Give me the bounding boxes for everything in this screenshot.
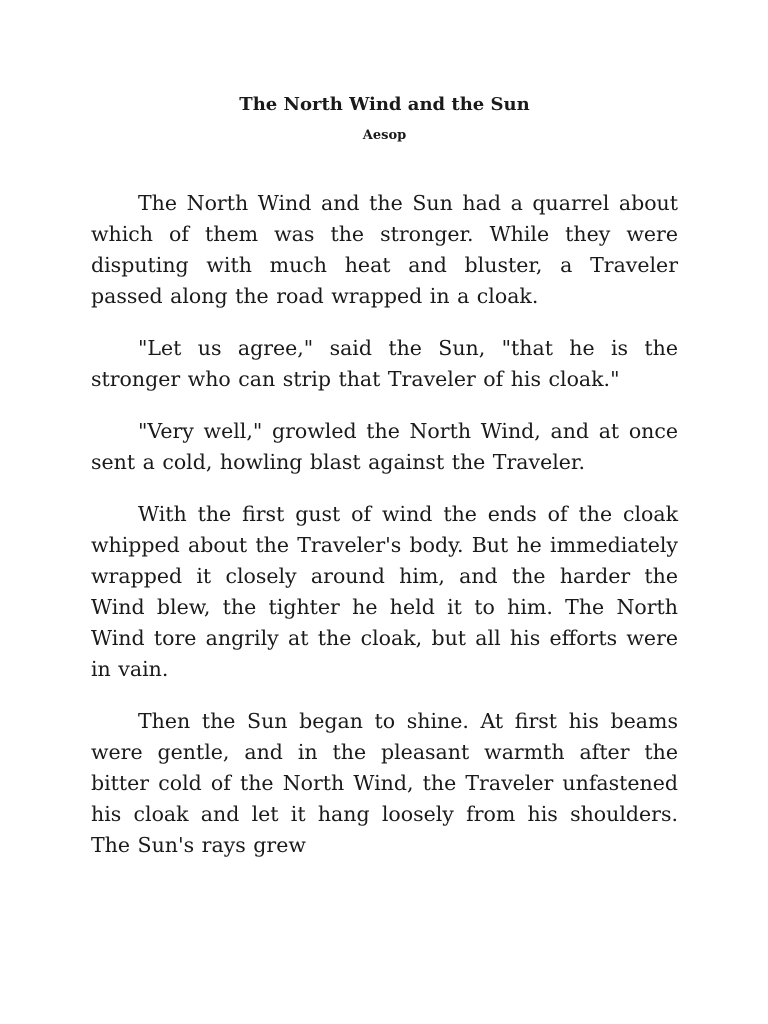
- document-page: [91, 92, 678, 882]
- paragraph: The North Wind and the Sun had a quarrel about which of them was the stronger. While they were disputing with much heat and bluster, a Traveler passed along the road wrapped in a cloak.: [91, 191, 678, 308]
- paragraph: With the first gust of wind the ends of the cloak whipped about the Traveler's body. But he immediately wrapped it closely around him, and the harder the Wind blew, the tighter he held it to him. The North Wind tore angrily at the cloak, but all his efforts were in vain.: [91, 502, 678, 681]
- story-body: [91, 188, 678, 861]
- story-title: The North Wind and the Sun: [239, 94, 530, 115]
- paragraph: "Let us agree," said the Sun, "that he is the stronger who can strip that Traveler of his cloak.": [91, 336, 678, 391]
- paragraph: "Very well," growled the North Wind, and at once sent a cold, howling blast against the Traveler.: [91, 419, 678, 474]
- story-author: Aesop: [362, 128, 407, 143]
- paragraph: Then the Sun began to shine. At first his beams were gentle, and in the pleasant warmth after the bitter cold of the North Wind, the Traveler unfastened his cloak and let it hang loosely from his shoulders. The Sun's rays grew: [91, 709, 678, 857]
